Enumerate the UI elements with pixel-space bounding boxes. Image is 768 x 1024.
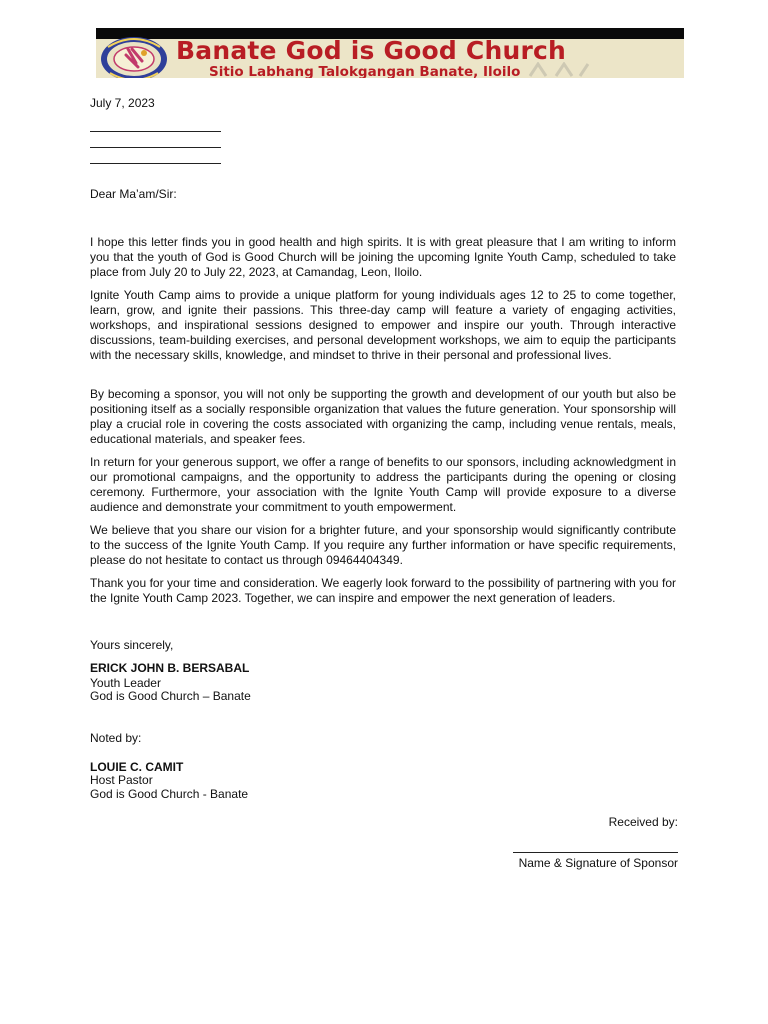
church-name: Banate God is Good Church bbox=[176, 36, 567, 65]
church-address: Sitio Labhang Talokgangan Banate, Iloilo bbox=[209, 64, 521, 78]
recipient-line-2 bbox=[90, 147, 221, 148]
recipient-line-3 bbox=[90, 163, 221, 164]
recipient-line-1 bbox=[90, 131, 221, 132]
body-paragraph: Ignite Youth Camp aims to provide a unique platform for young individuals ages 12 to 25 to come together, learn, grow, and ignite their passions. This three-day camp will feature a variety of engaging activities, workshops, and inspirational sessions designed to empower and inspire our youth. Through interactive discussions, team-building exercises, and personal development workshops, we aim to equip the participants with the necessary skills, knowledge, and mindset to thrive in their personal and professional lives. bbox=[90, 288, 676, 362]
signer-role: Youth Leader bbox=[90, 676, 161, 690]
noted-by-label: Noted by: bbox=[90, 731, 142, 745]
salutation: Dear Ma’am/Sir: bbox=[90, 187, 177, 201]
church-seal-logo-icon bbox=[98, 33, 168, 78]
noter-organization: God is Good Church - Banate bbox=[90, 787, 249, 801]
body-paragraph: We believe that you share our vision for a brighter future, and your sponsorship would significantly contribute to the success of the Ignite Youth Camp. If you require any further information or have specific requirements, please do not hesitate to contact us through 09464404349. bbox=[90, 523, 676, 567]
sponsor-signature-line bbox=[513, 852, 678, 853]
sponsor-signature-caption: Name & Signature of Sponsor bbox=[518, 856, 678, 870]
signer-name: ERICK JOHN B. BERSABAL bbox=[90, 661, 250, 675]
body-paragraph: I hope this letter finds you in good health and high spirits. It is with great pleasure that I am writing to inform you that the youth of God is Good Church will be joining the upcoming Ignite Youth Camp, scheduled to take place from July 20 to July 22, 2023, at Camandag, Leon, Iloilo. bbox=[90, 235, 676, 279]
body-paragraph: In return for your generous support, we offer a range of benefits to our sponsors, including acknowledgment in our promotional campaigns, and the opportunity to address the participants during the opening or closing ceremony. Furthermore, your association with the Ignite Youth Camp will provide exposure to a diverse audience and demonstrate your commitment to youth empowerment. bbox=[90, 455, 676, 514]
noter-name: LOUIE C. CAMIT bbox=[90, 760, 184, 774]
letterhead-banner bbox=[96, 28, 684, 78]
body-paragraph: By becoming a sponsor, you will not only be supporting the growth and development of our youth but also be positioning itself as a socially responsible organization that values the future generation. Your sponsorship will play a crucial role in covering the costs associated with organizing the camp, including venue rentals, meals, educational materials, and speaker fees. bbox=[90, 387, 676, 446]
letter-date: July 7, 2023 bbox=[90, 96, 155, 110]
body-paragraph: Thank you for your time and consideration. We eagerly look forward to the possibility of partnering with you for the Ignite Youth Camp 2023. Together, we can inspire and empower the next generation of leaders. bbox=[90, 576, 676, 605]
signer-organization: God is Good Church – Banate bbox=[90, 689, 251, 703]
received-by-label: Received by: bbox=[608, 815, 678, 829]
faint-watermark-icon bbox=[526, 62, 596, 78]
closing: Yours sincerely, bbox=[90, 638, 174, 652]
noter-role: Host Pastor bbox=[90, 773, 153, 787]
